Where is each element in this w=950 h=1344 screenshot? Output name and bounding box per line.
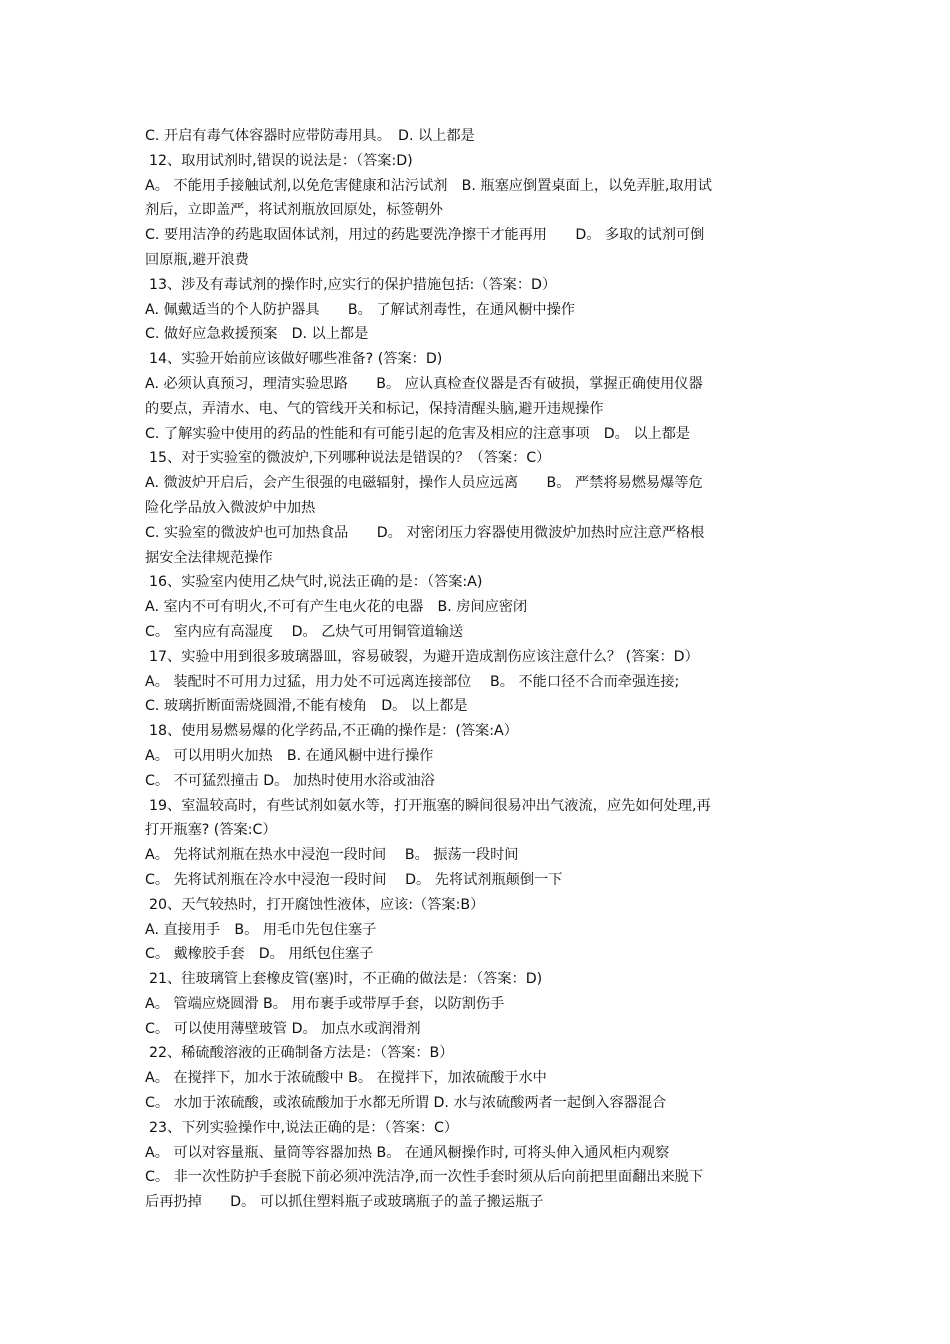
question-line: 20、天气较热时，打开腐蚀性液体，应该:（答案:B） bbox=[149, 896, 485, 913]
question-line: 13、涉及有毒试剂的操作时,应实行的保护措施包括:（答案：D） bbox=[149, 276, 557, 293]
option-line: C。 戴橡胶手套 D。 用纸包住塞子 bbox=[145, 946, 374, 963]
option-line: A. 微波炉开启后，会产生很强的电磁辐射，操作人员应远离 B。 严禁将易燃易爆等危 bbox=[145, 475, 703, 492]
option-line: 回原瓶,避开浪费 bbox=[145, 251, 249, 268]
option-line: C. 开启有毒气体容器时应带防毒用具。 D. 以上都是 bbox=[145, 128, 475, 144]
option-line: C。 室内应有高湿度 D。 乙炔气可用铜管道输送 bbox=[145, 623, 464, 640]
option-line: C。 可以使用薄壁玻管 D。 加点水或润滑剂 bbox=[145, 1020, 421, 1037]
option-line: C. 玻璃折断面需烧圆滑,不能有棱角 D。 以上都是 bbox=[145, 698, 468, 715]
option-line: C。 先将试剂瓶在冷水中浸泡一段时间 D。 先将试剂瓶颠倒一下 bbox=[145, 871, 563, 888]
option-line: A. 必须认真预习，理清实验思路 B。 应认真检查仪器是否有破损，掌握正确使用仪器 bbox=[145, 375, 703, 392]
option-line: 剂后，立即盖严，将试剂瓶放回原处，标签朝外 bbox=[145, 202, 443, 219]
option-line: C. 做好应急救援预案 D. 以上都是 bbox=[145, 326, 369, 343]
option-line: 后再扔掉 D。 可以抓住塑料瓶子或玻璃瓶子的盖子搬运瓶子 bbox=[145, 1194, 544, 1211]
question-line: 14、实验开始前应该做好哪些准备? (答案：D) bbox=[149, 351, 443, 368]
option-line: C. 实验室的微波炉也可加热食品 D。 对密闭压力容器使用微波炉加热时应注意严格根 bbox=[145, 524, 705, 541]
question-line: 22、稀硫酸溶液的正确制备方法是：（答案：B） bbox=[149, 1045, 454, 1062]
option-line: A。 管端应烧圆滑 B。 用布裹手或带厚手套，以防割伤手 bbox=[145, 995, 505, 1012]
option-line: 打开瓶塞? (答案:C） bbox=[145, 822, 277, 839]
question-line: 16、实验室内使用乙炔气时,说法正确的是：（答案:A) bbox=[149, 574, 483, 591]
question-line: 23、下列实验操作中,说法正确的是：（答案：C） bbox=[149, 1119, 459, 1136]
option-line: C. 了解实验中使用的药品的性能和有可能引起的危害及相应的注意事项 D。 以上都是 bbox=[145, 425, 691, 442]
option-line: A。 可以用明火加热 B. 在通风橱中进行操作 bbox=[145, 747, 434, 764]
option-line: A。 先将试剂瓶在热水中浸泡一段时间 B。 振荡一段时间 bbox=[145, 847, 519, 864]
option-line: C。 非一次性防护手套脱下前必须冲洗洁净,而一次性手套时须从后向前把里面翻出来脱下 bbox=[145, 1169, 704, 1186]
question-line: 21、往玻璃管上套橡皮管(塞)时，不正确的做法是：（答案：D) bbox=[149, 971, 543, 988]
option-line: A。 在搅拌下，加水于浓硫酸中 B。 在搅拌下，加浓硫酸于水中 bbox=[145, 1070, 547, 1087]
option-line: A。 不能用手接触试剂,以免危害健康和沾污试剂 B. 瓶塞应倒置桌面上，以免弄脏,取用试 bbox=[145, 177, 712, 194]
option-line: 的要点，弄清水、电、气的管线开关和标记，保持清醒头脑,避开违规操作 bbox=[145, 400, 604, 417]
option-line: A。 装配时不可用力过猛，用力处不可远离连接部位 B。 不能口径不合而牵强连接; bbox=[145, 673, 680, 690]
option-line: C. 要用洁净的药匙取固体试剂，用过的药匙要洗净擦干才能再用 D。 多取的试剂可倒 bbox=[145, 227, 705, 244]
option-line: A. 室内不可有明火,不可有产生电火花的电器 B. 房间应密闭 bbox=[145, 599, 528, 616]
option-line: 据安全法律规范操作 bbox=[145, 549, 273, 566]
option-line: A. 佩戴适当的个人防护器具 B。 了解试剂毒性，在通风橱中操作 bbox=[145, 301, 575, 318]
option-line: A。 可以对容量瓶、量筒等容器加热 B。 在通风橱操作时, 可将头伸入通风柜内观察 bbox=[145, 1144, 670, 1161]
question-line: 19、室温较高时，有些试剂如氨水等，打开瓶塞的瞬间很易冲出气液流，应先如何处理,再 bbox=[149, 797, 711, 814]
question-line: 18、使用易燃易爆的化学药品,不正确的操作是：(答案:A） bbox=[149, 723, 518, 740]
option-line: A. 直接用手 B。 用毛巾先包住塞子 bbox=[145, 921, 377, 938]
question-line: 17、实验中用到很多玻璃器皿，容易破裂，为避开造成割伤应该注意什么？ (答案：D） bbox=[149, 648, 699, 665]
option-line: C。 水加于浓硫酸，或浓硫酸加于水都无所谓 D. 水与浓硫酸两者一起倒入容器混合 bbox=[145, 1095, 667, 1112]
option-line: 险化学品放入微波炉中加热 bbox=[145, 499, 316, 516]
question-list bbox=[145, 124, 810, 1215]
question-line: 15、对于实验室的微波炉,下列哪种说法是错误的？（答案：C） bbox=[149, 450, 551, 467]
question-line: 12、取用试剂时,错误的说法是：（答案:D) bbox=[149, 152, 413, 169]
option-line: C。 不可猛烈撞击 D。 加热时使用水浴或油浴 bbox=[145, 772, 435, 789]
